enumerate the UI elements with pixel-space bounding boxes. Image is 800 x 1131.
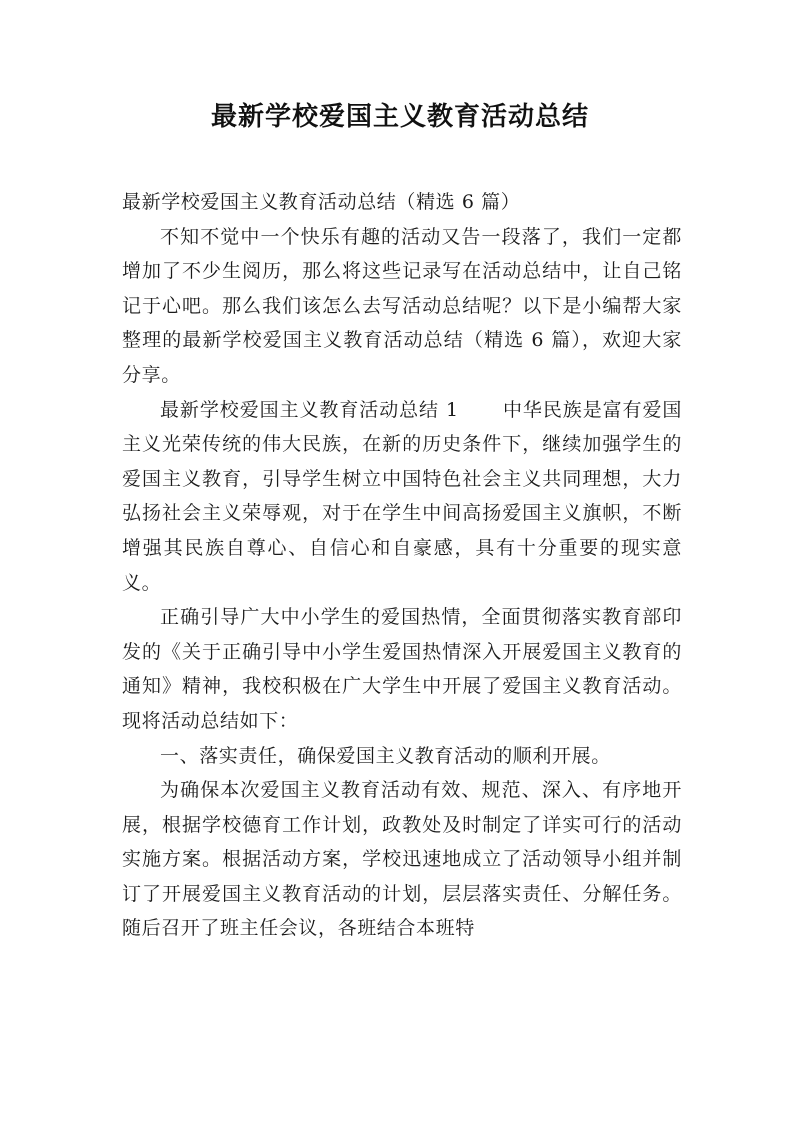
paragraph-2: 正确引导广大中小学生的爱国热情，全面贯彻落实教育部印发的《关于正确引导中小学生爱国热情深入开展爱国主义教育的通知》精神，我校积极在广大学生中开展了爱国主义教育活动。现将活动总结如下： <box>122 606 682 732</box>
section-1-paragraph <box>122 393 682 601</box>
document-body <box>122 185 682 946</box>
heading-1: 一、落实责任，确保爱国主义教育活动的顺利开展。 <box>160 744 611 767</box>
section-1-heading: 最新学校爱国主义教育活动总结 1 <box>160 398 459 421</box>
section-1-text: 中华民族是富有爱国主义光荣传统的伟大民族，在新的历史条件下，继续加强学生的爱国主义教育，引导学生树立中国特色社会主义共同理想，大力弘扬社会主义荣辱观，对于在学生中间高扬爱国主义旗帜，不断增强其民族自尊心、自信心和自豪感，具有十分重要的现实意义。 <box>122 398 683 594</box>
document-title: 最新学校爱国主义教育活动总结 <box>210 102 589 132</box>
paragraph-3: 为确保本次爱国主义教育活动有效、规范、深入、有序地开展，根据学校德育工作计划，政教处及时制定了详实可行的活动实施方案。根据活动方案，学校迅速地成立了活动领导小组并制订了开展爱国主义教育活动的计划，层层落实责任、分解任务。随后召开了班主任会议，各班结合本班特 <box>122 779 682 940</box>
document-subtitle: 最新学校爱国主义教育活动总结（精选 6 篇） <box>122 191 521 213</box>
intro-paragraph: 不知不觉中一个快乐有趣的活动又告一段落了，我们一定都增加了不少生阅历，那么将这些记录写在活动总结中，让自己铭记于心吧。那么我们该怎么去写活动总结呢？以下是小编帮大家整理的最新学校爱国主义教育活动总结（精选 6 篇），欢迎大家分享。 <box>122 225 682 386</box>
